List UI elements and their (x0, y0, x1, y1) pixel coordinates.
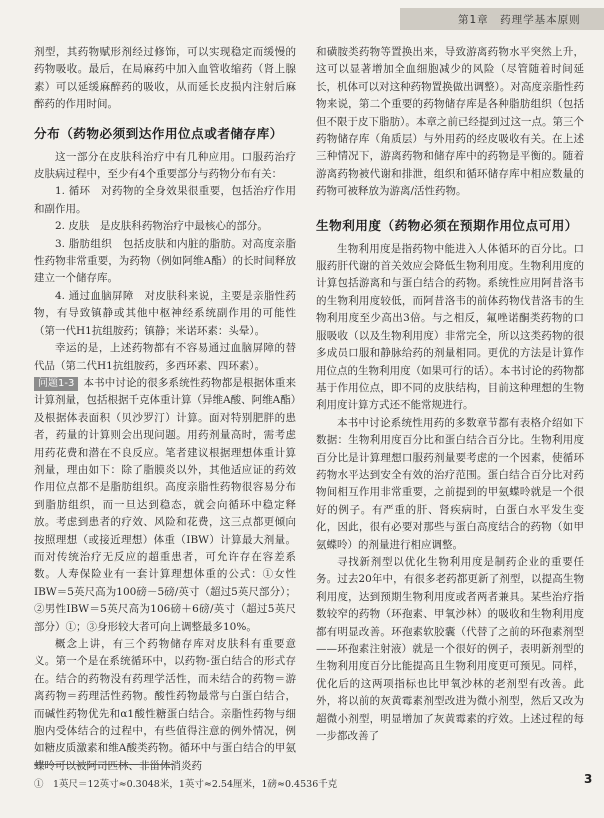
case-paragraph (34, 375, 296, 636)
intro-paragraph: 剂型，其药物赋形剂经过修饰，可以实现稳定而缓慢的药物吸收。最后，在局麻药中加入血管收缩药（肾上腺素）可以延缓麻醉药的吸收，从而延长皮损内注射后麻醉药的作用时间。 (34, 46, 296, 111)
list-item: 4. 通过血脑屏障 对皮肤科来说，主要是亲脂性药物，有导致镇静或其他中枢神经系统副作用的可能性（第一代H1抗组胺药；镇静；米诺环素：头晕）。 (34, 289, 296, 337)
distribution-list (34, 183, 296, 374)
right-column (316, 44, 584, 745)
case-text: 本书中讨论的很多系统性药物都是根据体重来计算剂量，包括根据千克体重计算（异维A酸、阿维A酯）及根据体表面积（贝沙罗汀）计算。面对特别肥胖的患者，药量的计算则会出现问题。用药剂量高时，需考虑用药花费和潜在不良反应。笔者建议根据理想体重计算剂量，理由如下：除了脂膜炎以外，其他适应证的药效作用位点都不是脂肪组织。高度亲脂性药物很容易分布到脂肪组织，而一旦达到稳态，就会向循环中稳定释放。考虑到患者的疗效、风险和花费，这三点都更倾向按照理想（或接近理想）体重（IBW）计算最大剂量。而对传统治疗无反应的超重患者，可允许存在容差系数。人寿保险业有一套计算理想体重的公式：①女性IBW＝5英尺高为100磅－5磅/英寸（超过5英尺部分）；②男性IBW＝5英尺高为106磅＋6磅/英寸（超过5英尺部分）①；③身形较大者可向上调整最多10%。 (34, 376, 296, 633)
running-header (400, 8, 604, 30)
footnote-divider (34, 764, 174, 765)
section-title-distribution: 分布（药物必须到达作用位点或者储存库） (34, 125, 283, 141)
body-paragraph: 生物利用度是指药物中能进入人体循环的百分比。口服药肝代谢的首关效应会降低生物利用度。生物利用度的计算包括游离和与蛋白结合的药物。系统性应用阿昔洛韦的生物利用度较低，而阿昔洛韦的前体药物伐昔洛韦的生物利用度至少高出3倍。与之相反，氟唑诺酮类药物的口服吸收（以及生物利用度）非常完全，所以这类药物的很多成员口服和静脉给药的剂量相同。更优的方法是计算作用位点的生物利用度（如果可行的话）。本书讨论的药物都基于作用位点，即不同的皮肤结构，目前这种理想的生物利用度计算方式还不能常规进行。 (316, 242, 584, 412)
footnote: ① 1英尺＝12英寸≈0.3048米，1英寸≈2.54厘米，1磅≈0.4536千克 (34, 779, 338, 790)
continuation-paragraph: 和磺胺类药物等置换出来，导致游离药物水平突然上升，这可以显著增加全血细胞减少的风险（尽管随着时间延长，机体可以对这种药物置换做出调整）。对高度亲脂性药物来说，第二个重要的药物储存库是各种脂肪组织（包括但不限于皮下脂肪）。本章之前已经提到过这一点。第三个药物储存库（角质层）与外用药的经皮吸收有关。在上述三种情况下，游离药物和储存库中的药物是平衡的。随着游离药物被代谢和排泄，组织和循环储存库中相应数量的药物可被释放为游离/活性药物。 (316, 46, 584, 198)
running-head-text: 第1章 药理学基本原则 (458, 14, 581, 26)
page-number: 3 (584, 772, 593, 786)
list-item: 3. 脂肪组织 包括皮肤和内脏的脂肪。对高度亲脂性药物非常重要，为药物（例如阿维A酯）的长时间释放建立一个储存库。 (34, 237, 296, 285)
list-item: 1. 循环 对药物的全身效果很重要，包括治疗作用和副作用。 (34, 185, 296, 215)
left-column (34, 44, 296, 775)
section-intro: 这一部分在皮肤科治疗中有几种应用。口服药治疗皮肤病过程中，至少有4个重要部分与药物分布有关： (34, 150, 296, 181)
list-item: 2. 皮肤 是皮肤科药物治疗中最核心的部分。 (55, 220, 268, 233)
closing-paragraph: 概念上讲，有三个药物储存库对皮肤科有重要意义。第一个是在系统循环中，以药物-蛋白结合的形式存在。结合的药物没有药理学活性，而未结合的药物＝游离药物＝药理活性药物。酸性药物最常与白蛋白结合，而碱性药物优先和α1酸性糖蛋白结合。亲脂性药物与细胞内受体结合的过程中，有些值得注意的例外情况，例如糖皮质激素和维A酸类药物。循环中与蛋白结合的甲氨蝶呤可以被阿司匹林、非甾体消炎药 (34, 638, 296, 772)
body-paragraph: 寻找新剂型以优化生物利用度是制药企业的重要任务。过去20年中，有很多老药都更新了剂型，以提高生物利用度，达到预期生物利用度或者两者兼具。某些治疗指数较窄的药物（环孢素、甲氧沙林）的吸收和生物利用度都有明显改善。环孢素软胶囊（代替了之前的环孢素剂型——环孢素注射液）就是一个很好的例子，表明新剂型的生物利用度百分比能提高且生物利用度更可预见。同样，优化后的这两项指标也比甲氧沙林的老剂型有改善。此外，将以前的灰黄霉素剂型改进为微小剂型，然后又改为超微小剂型，明显增加了灰黄霉素的疗效。上述过程的每一步都改善了 (316, 555, 584, 743)
body-paragraph: 本书中讨论系统性用药的多数章节都有表格介绍如下数据：生物利用度百分比和蛋白结合百分比。生物利用度百分比是计算理想口服药剂量要考虑的一个因素，使循环药物水平达到安全有效的治疗范围。蛋白结合百分比对药物间相互作用非常重要，之前提到的甲氨蝶呤就是一个很好的例子。有严重的肝、肾疾病时，白蛋白水平发生变化，因此，很有必要对那些与蛋白高度结合的药物（如甲氨蝶呤）的剂量进行相应调整。 (316, 416, 584, 551)
case-label: 问题1-3 (34, 377, 78, 391)
list-item: 幸运的是，上述药物都有不容易通过血脑屏障的替代品（第二代H1抗组胺药，多西环素、四环素）。 (34, 342, 296, 372)
section-title-bioavailability: 生物利用度（药物必须在预期作用位点可用） (316, 217, 578, 233)
